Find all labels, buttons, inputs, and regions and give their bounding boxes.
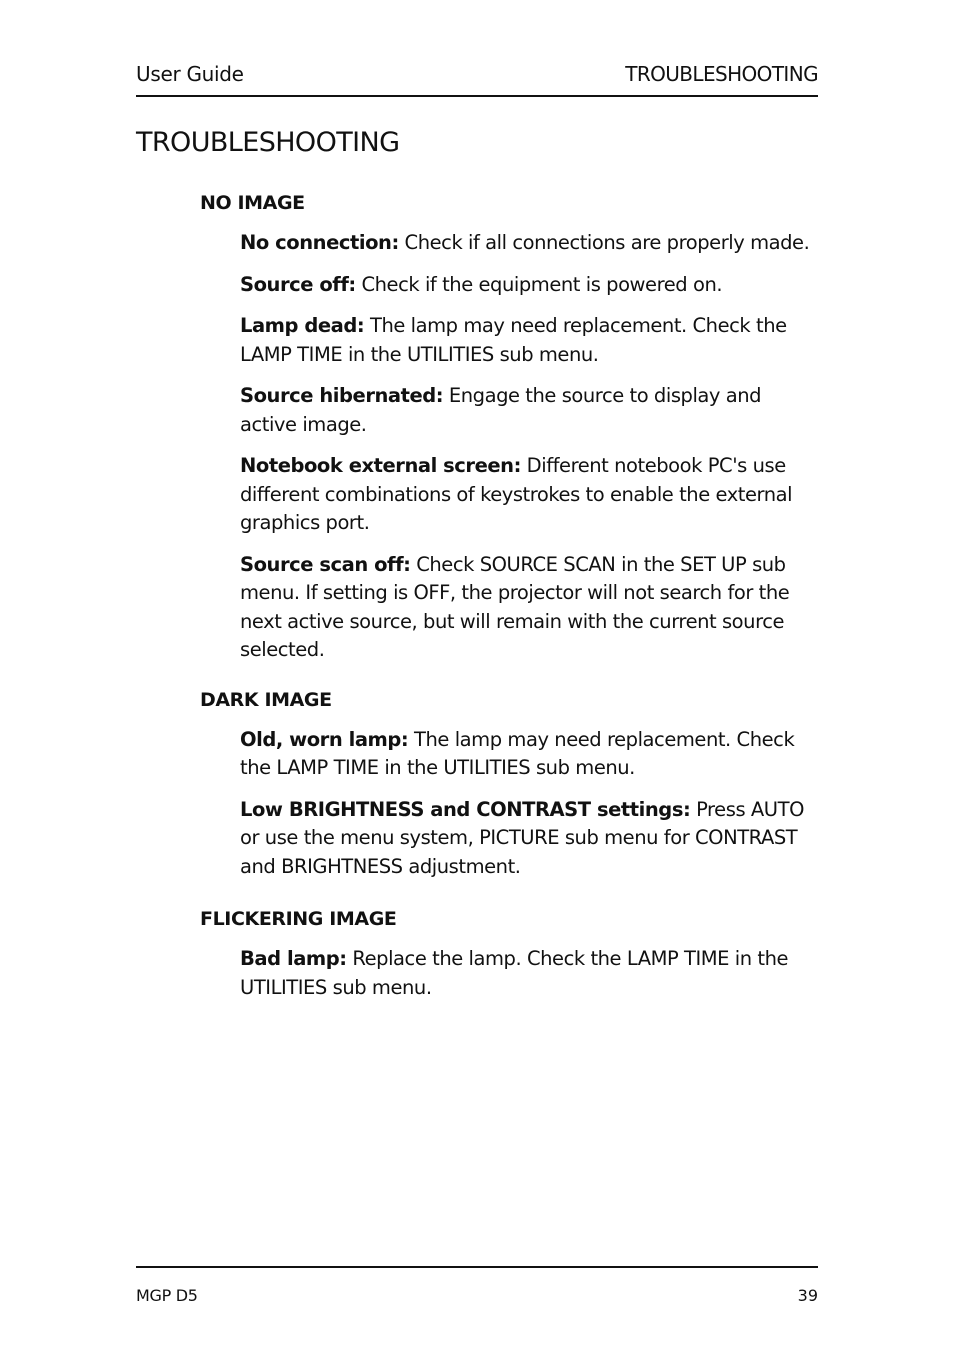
entry-term: Low BRIGHTNESS and CONTRAST settings: bbox=[240, 797, 691, 821]
entry-text: Check SOURCE SCAN in the SET UP sub menu. If setting is OFF, the projector will not search for the next active source, but will remain with the current source selected. bbox=[240, 552, 790, 661]
entry-list bbox=[240, 726, 820, 882]
entry-list bbox=[240, 229, 820, 665]
entry-term: Old, worn lamp: bbox=[240, 727, 409, 751]
entry-source-hibernated bbox=[240, 382, 820, 439]
entry-text: Check if all connections are properly made. bbox=[404, 231, 810, 254]
entry-lamp-dead bbox=[240, 312, 820, 369]
page-number: 39 bbox=[797, 1286, 818, 1305]
section-dark-image bbox=[200, 686, 820, 882]
section-no-image bbox=[200, 189, 820, 665]
header-chapter-title: TROUBLESHOOTING bbox=[625, 62, 818, 86]
entry-text: The lamp may need replacement. Check the LAMP TIME in the UTILITIES sub menu. bbox=[240, 314, 787, 366]
footer-model-name: MGP D5 bbox=[136, 1286, 198, 1305]
entry-text: The lamp may need replacement. Check the LAMP TIME in the UTILITIES sub menu. bbox=[240, 727, 795, 779]
entry-no-connection bbox=[240, 229, 820, 258]
page-title: TROUBLESHOOTING bbox=[136, 127, 400, 158]
entry-text: Check if the equipment is powered on. bbox=[361, 272, 723, 296]
header-doc-title: User Guide bbox=[136, 62, 244, 86]
entry-text: Engage the source to display and active image. bbox=[240, 384, 762, 436]
section-heading: DARK IMAGE bbox=[200, 688, 332, 711]
entry-list bbox=[240, 945, 820, 1002]
entry-term: No connection: bbox=[240, 231, 399, 254]
entry-term: Bad lamp: bbox=[240, 947, 347, 970]
entry-text: Different notebook PC's use different combinations of keystrokes to enable the external graphics port. bbox=[240, 454, 793, 534]
troubleshooting-content bbox=[200, 189, 820, 1002]
entry-term: Source hibernated: bbox=[240, 384, 444, 407]
entry-notebook-external-screen bbox=[240, 452, 820, 538]
section-heading: FLICKERING IMAGE bbox=[200, 908, 397, 930]
entry-text: Replace the lamp. Check the LAMP TIME in the UTILITIES sub menu. bbox=[240, 947, 789, 999]
entry-term: Lamp dead: bbox=[240, 314, 365, 337]
entry-old-worn-lamp bbox=[240, 726, 820, 783]
entry-term: Notebook external screen: bbox=[240, 454, 521, 477]
entry-term: Source off: bbox=[240, 272, 356, 296]
entry-source-scan-off bbox=[240, 551, 820, 665]
section-flickering-image bbox=[200, 905, 820, 1002]
section-heading: NO IMAGE bbox=[200, 192, 305, 214]
entry-term: Source scan off: bbox=[240, 552, 411, 576]
entry-text: Press AUTO or use the menu system, PICTURE sub menu for CONTRAST and BRIGHTNESS adjustment. bbox=[240, 797, 804, 878]
entry-low-brightness-contrast bbox=[240, 796, 820, 882]
page-footer bbox=[136, 1266, 818, 1305]
entry-source-off bbox=[240, 271, 820, 300]
entry-bad-lamp bbox=[240, 945, 820, 1002]
page-header bbox=[136, 60, 818, 97]
